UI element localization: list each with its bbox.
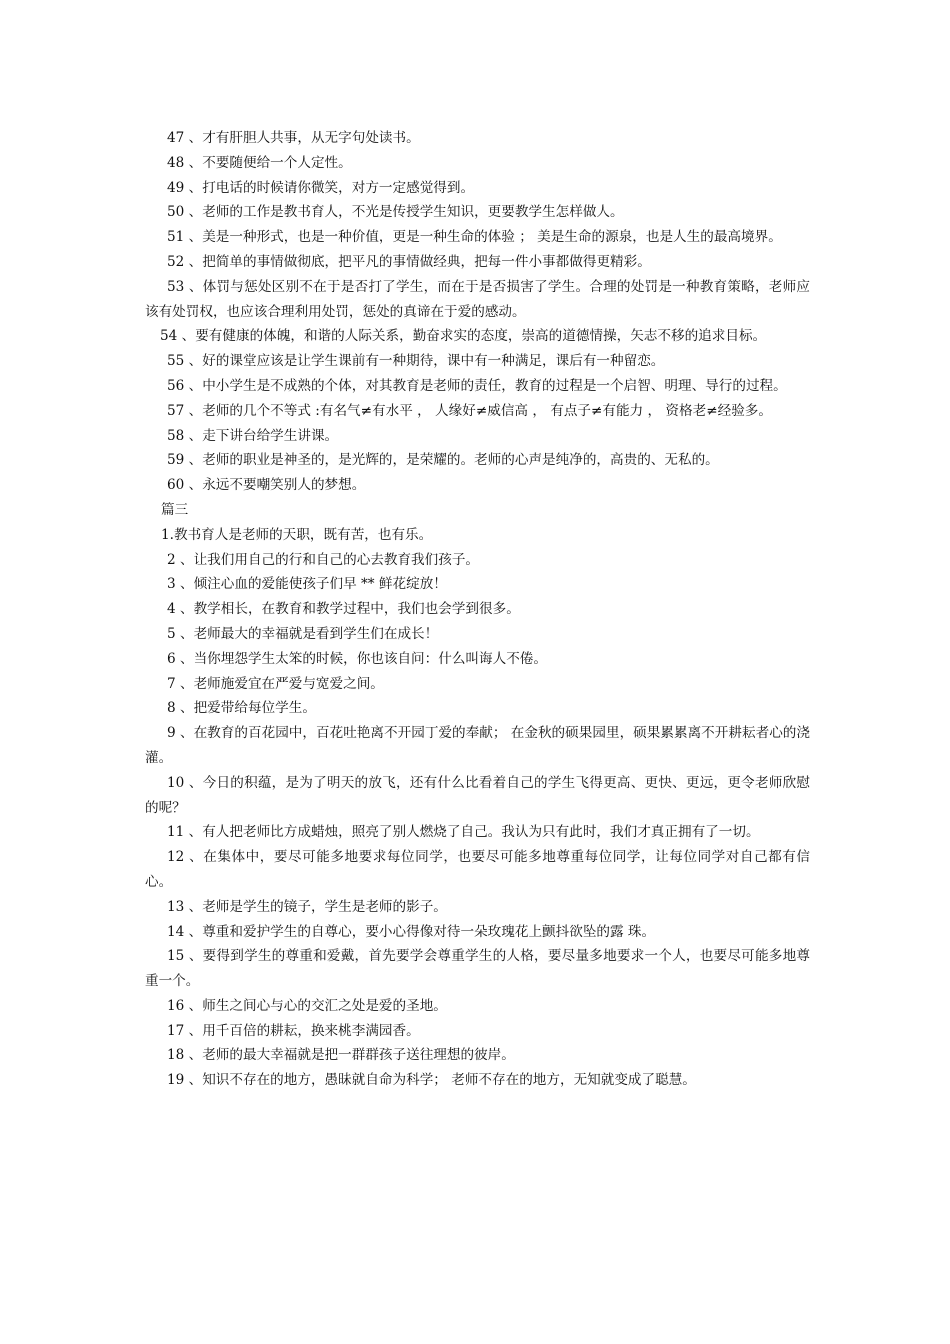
quote-50: 50 、老师的工作是教书育人，不光是传授学生知识，更要教学生怎样做人。 xyxy=(167,204,624,221)
quote-s3-6: 6 、当你埋怨学生太笨的时候，你也该自问：什么叫诲人不倦。 xyxy=(167,650,547,667)
quote-60: 60 、永远不要嘲笑别人的梦想。 xyxy=(167,477,366,494)
quote-55: 55 、好的课堂应该是让学生课前有一种期待，课中有一种满足，课后有一种留恋。 xyxy=(167,353,665,370)
quote-s3-7: 7 、老师施爱宜在严爱与宽爱之间。 xyxy=(167,675,384,692)
quote-s3-1: 1.教书育人是老师的天职，既有苦，也有乐。 xyxy=(161,526,433,543)
quote-s3-3: 3 、倾注心血的爱能使孩子们早 ** 鲜花绽放！ xyxy=(167,576,447,593)
quote-s3-15: 15 、要得到学生的尊重和爱戴，首先要学会尊重学生的人格，要尽量多地要求一个人，也要尽可能多地尊重一个。 xyxy=(145,948,810,990)
quote-s3-16: 16 、师生之间心与心的交汇之处是爱的圣地。 xyxy=(167,997,447,1014)
quote-51: 51 、美是一种形式，也是一种价值，更是一种生命的体验 ； 美是生命的源泉，也是人生的最高境界。 xyxy=(167,229,782,246)
quote-s3-8: 8 、把爱带给每位学生。 xyxy=(167,700,316,717)
quote-56: 56 、中小学生是不成熟的个体，对其教育是老师的责任，教育的过程是一个启智、明理、导行的过程。 xyxy=(167,377,787,394)
document-page xyxy=(145,126,810,1093)
quote-s3-2: 2 、让我们用自己的行和自己的心去教育我们孩子。 xyxy=(167,551,480,568)
quote-49: 49 、打电话的时候请你微笑，对方一定感觉得到。 xyxy=(167,179,475,196)
quote-52: 52 、把简单的事情做彻底，把平凡的事情做经典，把每一件小事都做得更精彩。 xyxy=(167,253,651,270)
quote-s3-18: 18 、老师的最大幸福就是把一群群孩子送往理想的彼岸。 xyxy=(167,1047,515,1064)
quote-s3-4: 4 、教学相长，在教育和教学过程中，我们也会学到很多。 xyxy=(167,601,520,618)
section-heading: 篇三 xyxy=(161,501,189,518)
quote-s3-12: 12 、在集体中，要尽可能多地要求每位同学，也要尽可能多地尊重每位同学，让每位同学对自己都有信心。 xyxy=(145,849,810,890)
quote-s3-17: 17 、用千百倍的耕耘，换来桃李满园香。 xyxy=(167,1022,420,1039)
quote-s3-19: 19 、知识不存在的地方，愚昧就自命为科学； 老师不存在的地方，无知就变成了聪慧。 xyxy=(167,1072,696,1089)
quote-s3-13: 13 、老师是学生的镜子，学生是老师的影子。 xyxy=(167,898,447,915)
quote-s3-11: 11 、有人把老师比方成蜡烛，照亮了别人燃烧了自己。我认为只有此时，我们才真正拥有了一切。 xyxy=(167,824,760,841)
quote-s3-10: 10 、今日的积蕴，是为了明天的放飞，还有什么比看着自己的学生飞得更高、更快、更远，更令老师欣慰的呢？ xyxy=(145,774,810,816)
quote-s3-9: 9 、在教育的百花园中，百花吐艳离不开园丁爱的奉献； 在金秋的硕果园里，硕果累累离不开耕耘者心的浇灌。 xyxy=(145,725,810,766)
quote-59: 59 、老师的职业是神圣的，是光辉的，是荣耀的。老师的心声是纯净的，高贵的、无私的。 xyxy=(167,452,719,469)
quote-53: 53 、体罚与惩处区别不在于是否打了学生，而在于是否损害了学生。合理的处罚是一种教育策略，老师应该有处罚权，也应该合理利用处罚，惩处的真谛在于爱的感动。 xyxy=(145,278,810,320)
quote-57: 57 、老师的几个不等式 :有名气≠有水平 ， 人缘好≠威信高 ， 有点子≠有能力 ， 资格老≠经验多。 xyxy=(167,402,772,419)
quote-54: 54 、要有健康的体魄，和谐的人际关系，勤奋求实的态度，崇高的道德情操，矢志不移的追求目标。 xyxy=(160,328,767,345)
quote-48: 48 、不要随便给一个人定性。 xyxy=(167,154,352,171)
quote-s3-14: 14 、尊重和爱护学生的自尊心，要小心得像对待一朵玫瑰花上颤抖欲坠的露 珠。 xyxy=(167,923,656,940)
quote-58: 58 、走下讲台给学生讲课。 xyxy=(167,427,339,444)
quote-s3-5: 5 、老师最大的幸福就是看到学生们在成长！ xyxy=(167,625,439,642)
quote-47: 47 、才有肝胆人共事，从无字句处读书。 xyxy=(167,130,420,146)
